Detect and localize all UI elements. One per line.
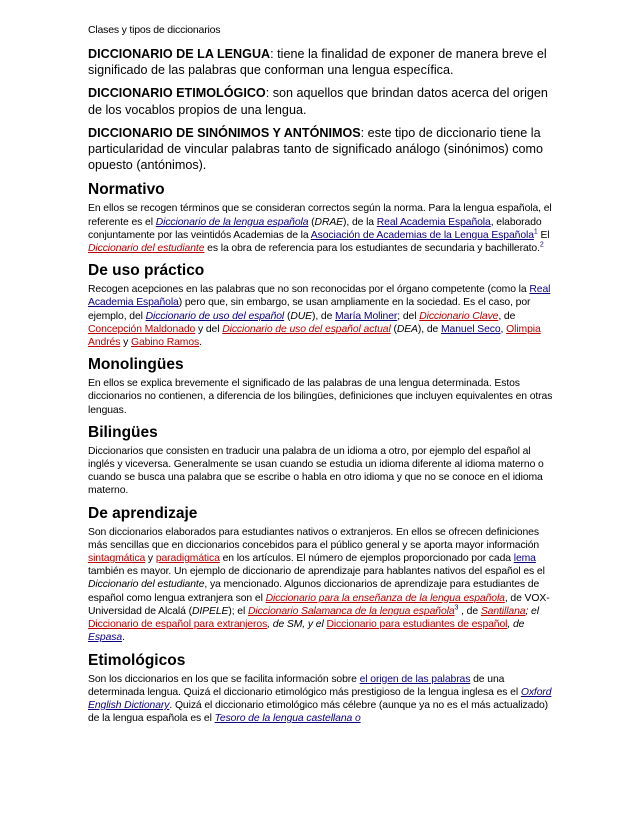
link-maria-moliner[interactable]: María Moliner <box>335 310 398 322</box>
term: DICCIONARIO DE SINÓNIMOS Y ANTÓNIMOS <box>88 125 361 140</box>
link-concepcion-maldonado[interactable]: Concepción Maldonado <box>88 323 196 335</box>
paragraph-uso: Recogen acepciones en las palabras que no son reconocidas por el órgano competente (como la Real Academia Española) pero que, sin embargo, se usan ampliamente en la sociedad. Es el caso, por ejemplo, del Diccionario de uso del español (DUE), de María Moliner; del Diccionario Clave, de Concepción Maldonado y del Diccionario de uso del español actual (DEA), de Manuel Seco, Olimpia Andrés y Gabino Ramos. <box>88 284 551 349</box>
page-header: Clases y tipos de diccionarios <box>88 24 221 36</box>
heading-uso: De uso práctico <box>88 262 205 280</box>
link-manuel-seco[interactable]: Manuel Seco <box>440 323 501 335</box>
link-origen-palabras[interactable]: el origen de las palabras <box>359 673 471 685</box>
link-dea[interactable]: Diccionario de uso del español actual <box>222 323 391 335</box>
link-lema[interactable]: lema <box>513 553 536 565</box>
footnote-link[interactable]: 2 <box>539 241 544 249</box>
link-salamanca[interactable]: Diccionario Salamanca de la lengua española <box>247 605 455 617</box>
link-tesoro[interactable]: Tesoro de la lengua castellana o <box>214 713 361 725</box>
link-drae[interactable]: Diccionario de la lengua española <box>155 216 309 228</box>
link-sintagmatica[interactable]: sintagmática <box>88 553 146 565</box>
link-paradigmatica[interactable]: paradigmática <box>155 553 220 565</box>
heading-bilingues: Bilingües <box>88 423 158 441</box>
heading-aprendizaje: De aprendizaje <box>88 504 198 522</box>
link-santillana[interactable]: Santillana <box>480 605 526 617</box>
heading-monolingues: Monolingües <box>88 356 184 374</box>
link-diccionario-clave[interactable]: Diccionario Clave <box>419 310 499 322</box>
link-rae[interactable]: Real Academia Española <box>88 284 551 309</box>
document-page <box>88 24 556 727</box>
term: DICCIONARIO DE LA LENGUA <box>88 47 271 61</box>
definition-lengua: DICCIONARIO DE LA LENGUA: tiene la finalidad de exponer de manera breve el significado de las palabras que conforman una lengua específica. <box>88 47 547 78</box>
link-rae[interactable]: Real Academia Española <box>376 216 491 228</box>
paragraph-etimologicos: Son los diccionarios en los que se facilita información sobre el origen de las palabras de una determinada lengua. Quizá el diccionario etimológico más prestigioso de la lengua inglesa es el Oxford English Dictionary. Quizá el diccionario etimológico más célebre (aunque ya no es el más actualizado) de la lengua española es el Tesoro de la lengua castellana o <box>88 673 552 725</box>
link-dipele[interactable]: Diccionario para la enseñanza de la lengua española <box>265 592 505 604</box>
paragraph-normativo: En ellos se recogen términos que se consideran correctos según la norma. Para la lengua española, el referente es el Diccionario de la lengua española (DRAE), de la Real Academia Española, elaborado conjuntamente por las veintidós Academias de la Asociación de Academias de la Lengua Española$^1$ El Diccionario del estudiante es la obra de referencia para los estudiantes de secundaria y bachillerato.$^2$ <box>88 203 552 255</box>
link-olimpia-andres[interactable]: Olimpia Andrés <box>88 323 541 349</box>
link-estudiantes-espanol[interactable]: Diccionario para estudiantes de español <box>326 619 508 631</box>
link-asale[interactable]: Asociación de Academias de la Lengua Española <box>310 229 534 241</box>
heading-etimologicos: Etimológicos <box>88 651 186 669</box>
paragraph-monolingues: En ellos se explica brevemente el significado de las palabras de una lengua determinada. Estos diccionarios no contienen, a diferencia de los bilingües, definiciones que incluyen equivalentes en otras lenguas. <box>88 378 553 416</box>
definition-sinonimos: DICCIONARIO DE SINÓNIMOS Y ANTÓNIMOS: este tipo de diccionario tiene la particularidad de vincular palabras tanto de significado análogo (sinónimos) como opuesto (antónimos). <box>88 125 544 173</box>
link-diccionario-estudiante[interactable]: Diccionario del estudiante <box>88 243 205 255</box>
paragraph-aprendizaje: Son diccionarios elaborados para estudiantes nativos o extranjeros. En ellos se ofrecen definiciones más sencillas que en diccionarios concebidos para el público general y se aporta mayor información sintagmática y paradigmática en los artículos. El número de ejemplos proporcionado por cada lema también es mayor. Un ejemplo de diccionario de aprendizaje para hablantes nativos del español es el Diccionario del estudiante, ya mencionado. Algunos diccionarios de aprendizaje para estudiantes de español como lengua extranjera son el Diccionario para la enseñanza de la lengua española, de VOX-Universidad de Alcalá (DIPELE); el Diccionario Salamanca de la lengua española$^3$ , de Santillana; el Diccionario de español para extranjeros, de SM, y el Diccionario para estudiantes de español, de Espasa. <box>88 526 550 644</box>
link-oed[interactable]: Oxford English Dictionary <box>88 686 552 711</box>
link-due[interactable]: Diccionario de uso del español <box>145 310 285 322</box>
heading-normativo: Normativo <box>88 181 165 199</box>
footnote-link[interactable]: 1 <box>533 228 538 236</box>
paragraph-bilingues: Diccionarios que consisten en traducir una palabra de un idioma a otro, por ejemplo del español al inglés y viceversa. Generalmente se usan cuando se estudia un idioma diferente al idioma materno o cuando se busca una palabra que se escribe o habla en otro idioma y que no se conoce en el idioma materno. <box>88 445 544 497</box>
definition-etimologico: DICCIONARIO ETIMOLÓGICO: son aquellos que brindan datos acerca del origen de los vocablos propios de una lengua. <box>88 86 548 117</box>
footnote-link[interactable]: 3 <box>454 604 459 612</box>
link-espasa[interactable]: Espasa <box>88 632 123 644</box>
link-espanol-extranjeros[interactable]: Diccionario de español para extranjeros <box>88 619 268 631</box>
link-gabino-ramos[interactable]: Gabino Ramos <box>131 337 200 349</box>
term: DICCIONARIO ETIMOLÓGICO <box>88 86 266 101</box>
